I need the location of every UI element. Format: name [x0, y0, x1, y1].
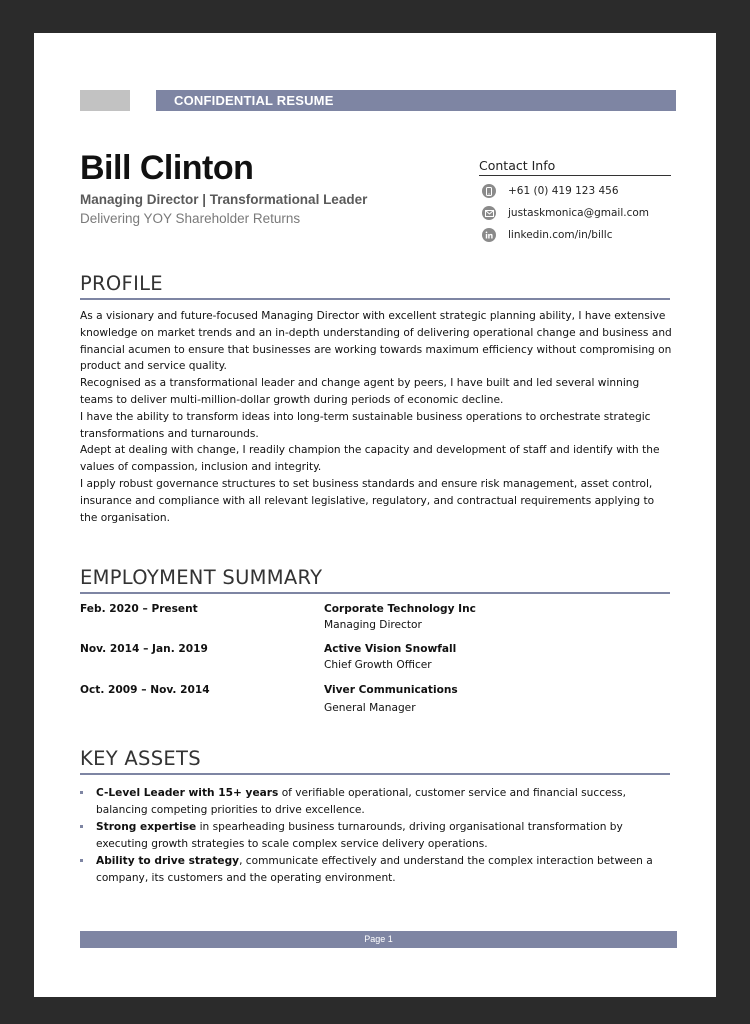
email-icon: [482, 206, 496, 220]
page-footer: Page 1: [80, 931, 677, 948]
employment-company: Viver Communications: [324, 684, 458, 696]
profile-paragraph: Recognised as a transformational leader and change agent by peers, I have built and led several winning teams to deliver multi-million-dollar growth during periods of economic decline.: [80, 377, 640, 406]
employment-role: Chief Growth Officer: [324, 659, 432, 671]
key-asset-bold: Ability to drive strategy: [96, 855, 240, 868]
key-assets-heading: KEY ASSETS: [80, 747, 670, 775]
employment-dates: Feb. 2020 – Present: [80, 603, 198, 615]
profile-paragraph: I apply robust governance structures to set business standards and ensure risk management, asset control, insurance and compliance with all relevant legislative, regulatory, and contractual requirements applying to the organisation.: [80, 477, 655, 524]
profile-paragraph: As a visionary and future-focused Managing Director with excellent strategic planning ability, I have extensive knowledge on market trends and an in-depth understanding of delivering operational change and business and financial acumen to ensure that businesses are working towards maximum efficiency without compromising on product and service quality.: [80, 310, 672, 373]
resume-page: [34, 33, 716, 997]
employment-company: Corporate Technology Inc: [324, 603, 476, 615]
candidate-tagline: Delivering YOY Shareholder Returns: [80, 211, 301, 226]
candidate-title: Managing Director | Transformational Leader: [80, 192, 368, 207]
key-asset-bold: C-Level Leader with 15+ years: [96, 787, 279, 799]
key-asset-bold: Strong expertise: [96, 821, 197, 834]
contact-email: [479, 206, 671, 220]
profile-paragraph: Adept at dealing with change, I readily champion the capacity and development of staff and identify with the values of compassion, inclusion and integrity.: [80, 444, 660, 474]
contact-phone: [479, 184, 671, 198]
employment-role: Managing Director: [324, 619, 422, 631]
key-assets-list: [80, 785, 672, 888]
key-asset-text: of verifiable operational, customer service and financial success, balancing competing priorities to drive excellence.: [96, 787, 626, 816]
key-asset-text: in spearheading business turnarounds, driving organisational transformation by executing growth strategies to scale complex service delivery operations.: [96, 821, 623, 850]
candidate-name: Bill Clinton: [80, 149, 254, 187]
key-asset-item: [80, 819, 672, 853]
employment-role: General Manager: [324, 702, 416, 714]
contact-phone-text[interactable]: +61 (0) 419 123 456: [508, 185, 619, 197]
confidential-banner: CONFIDENTIAL RESUME: [156, 90, 676, 111]
employment-dates: Nov. 2014 – Jan. 2019: [80, 643, 208, 655]
employment-company: Active Vision Snowfall: [324, 643, 457, 655]
bullet-icon: [80, 859, 83, 862]
contact-heading: Contact Info: [479, 158, 671, 176]
profile-paragraph: I have the ability to transform ideas into long-term sustainable business operations to orchestrate strategic transformations and turnarounds.: [80, 410, 651, 440]
contact-linkedin: [479, 228, 671, 242]
key-asset-item: [80, 785, 672, 819]
employment-heading: EMPLOYMENT SUMMARY: [80, 566, 670, 594]
contact-info: [479, 158, 671, 242]
phone-icon: [482, 184, 496, 198]
bullet-icon: [80, 825, 83, 828]
bullet-icon: [80, 791, 83, 794]
contact-linkedin-text[interactable]: linkedin.com/in/billc: [508, 229, 613, 241]
contact-email-text[interactable]: justaskmonica@gmail.com: [508, 207, 650, 219]
key-asset-item: [80, 853, 672, 887]
profile-text: [80, 308, 672, 526]
linkedin-icon: [482, 228, 496, 242]
header-gray-block: [80, 90, 130, 111]
profile-heading: PROFILE: [80, 272, 670, 300]
employment-dates: Oct. 2009 – Nov. 2014: [80, 684, 210, 696]
key-asset-text: , communicate effectively and understand the complex interaction between a company, its customers and the operating environment.: [96, 855, 653, 885]
